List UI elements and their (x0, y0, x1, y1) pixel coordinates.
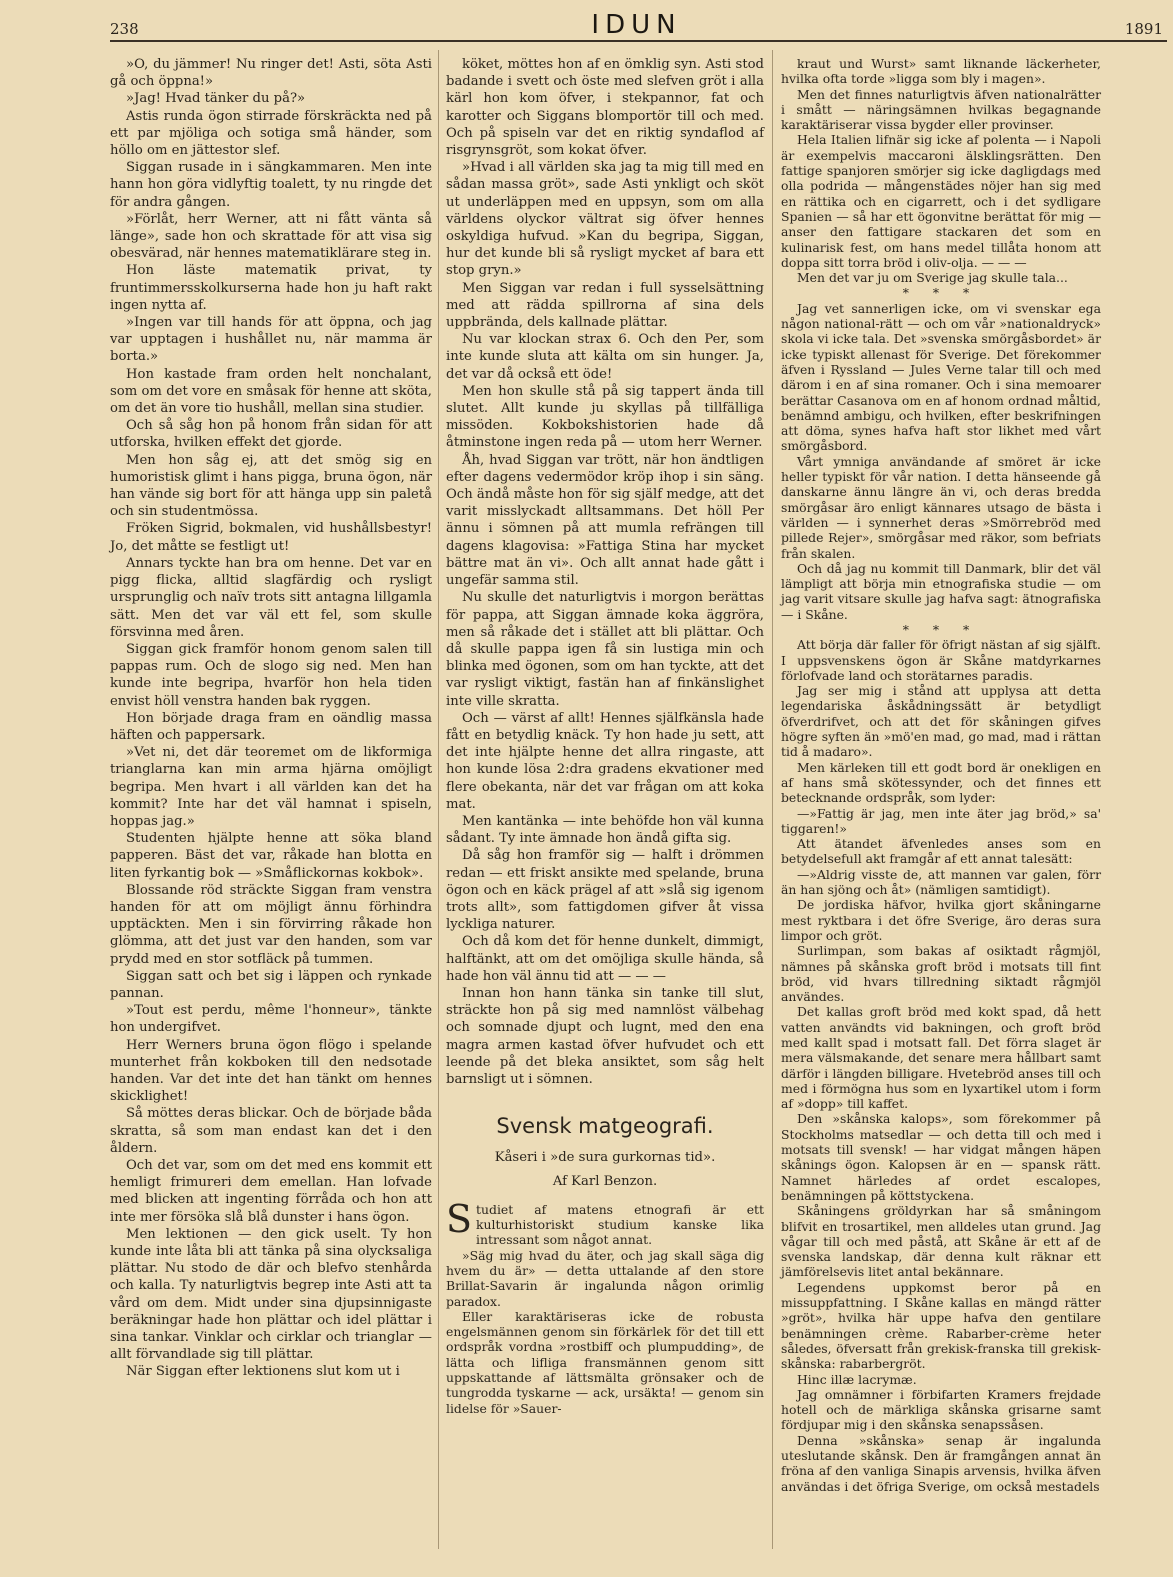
paragraph: Och då kom det för henne dunkelt, dimmigt, halftänkt, att om det omöjliga skulle hända, så hade hon väl ännu tid att — — — (446, 934, 764, 984)
paragraph: Legendens uppkomst beror på en missuppfattning. I Skåne kallas en mängd rätter »gröt», hvilka här uppe hafva den gentilare benämningen crème. Rabarber-crème heter således, öfversatt från grekisk-franska till grekisk-skånska: rabarbergröt. (781, 1279, 1101, 1372)
paragraph: »O, du jämmer! Nu ringer det! Asti, söta Asti gå och öppna!» (110, 57, 432, 90)
paragraph: Åh, hvad Siggan var trött, när hon ändtligen efter dagens vedermödor kröp ihop i sin säng. Och ändå måste hon för sig själf medge, att det varit misslyckadt alltsammans. Det höll Per ännu i sömnen på att mumla refrängen till dagens klagovisa: »Fattiga Stina har mycket bättre mat än vi». Och allt annat hade gått i ungefär samma stil. (446, 452, 764, 589)
paragraph: Nu var klockan strax 6. Och den Per, som inte kunde sluta att kälta om sin hunger. Ja, det var då också ett öde! (446, 332, 764, 382)
column-divider (772, 50, 773, 1549)
article-paragraph (446, 1196, 764, 1248)
paragraph: Nu skulle det naturligtvis i morgon berättas för pappa, att Siggan ämnade koka äggröra, men så råkade det i stället att bli plättar. Och då skulle pappa igen få sin lustiga min och blinka med ögonen, som om han tyckte, att det var rysligt viktigt, fastän han af finkänslighet inte ville skratta. (446, 590, 764, 709)
paragraph: Att börja där faller för öfrigt nästan af sig själft. I uppsvenskens ögon är Skåne matdyrkarnes förlofvade land och storätarnes paradis. (781, 637, 1101, 683)
paragraph: Och — värst af allt! Hennes själfkänsla hade fått en betydlig knäck. Ty hon hade ju sett, att det inte hjälpte henne det allra ringaste, att hon kunde lösa 2:dra gradens ekvationer med flere obekanta, när det var frågan om att koka mat. (446, 710, 764, 812)
section-stars: * * * (902, 621, 980, 637)
paragraph: Siggan satt och bet sig i läppen och rynkade pannan. (110, 968, 432, 1001)
article-paragraph: »Säg mig hvad du äter, och jag skall säga dig hvem du är» — detta uttalande af den store Brillat-Savarin är ingalunda någon orimlig paradox. (446, 1247, 764, 1309)
paragraph: Denna »skånska» senap är ingalunda uteslutande skånsk. Den är framgången annat än fröna af den vanliga Sinapis arvensis, hvilka äfven användas i det öfriga Sverige, om också mestadels (781, 1432, 1101, 1494)
paragraph: »Tout est perdu, même l'honneur», tänkte hon undergifvet. (110, 1003, 432, 1036)
paragraph: Skåningens gröldyrkan har så småningom blifvit en trosartikel, men alldeles utan grund. Jag vågar till och med påstå, att Skåne är ett af de svenska landskap, där denna kult räknar ett jämförelsevis litet antal bekännare. (781, 1203, 1101, 1280)
article-body (446, 1196, 764, 1416)
article-text: tudiet af matens etnografi är ett kulturhistoriskt studium kanske lika intressant som något annat. (476, 1201, 764, 1248)
paragraph: Men kärleken till ett godt bord är onekligen en af hans små skötessynder, och det finnes ett betecknande ordspråk, som lyder: (781, 759, 1101, 806)
paragraph: Hinc illæ lacrymæ. (797, 1371, 917, 1387)
paragraph: Att ätandet äfvenledes anses som en betydelsefull akt framgår af ett annat talesätt: (781, 836, 1101, 867)
paragraph: När Siggan efter lektionens slut kom ut i (126, 1364, 400, 1380)
page-header (110, 10, 1163, 44)
paragraph: kraut und Wurst» samt liknande läckerheter, hvilka ofta torde »ligga som bly i magen». (781, 56, 1101, 87)
paragraph: Siggan rusade in i sängkammaren. Men inte hann hon göra vidlyftig toalett, ty nu ringde det för andra gången. (110, 160, 432, 210)
paragraph: Hon kastade fram orden helt nonchalant, som om det vore en småsak för henne att sköta, om det än vore tio hushåll, mellan sina studier. (110, 366, 432, 417)
paragraph: Den »skånska kalops», som förekommer på Stockholms matsedlar — och detta till och med i motsats till svensk! — har vidgat mången häpen skånings ögon. Kalopsen är en — spansk rätt. Namnet härledes af ordet escalopes, benämningen på köttstyckena. (781, 1111, 1101, 1203)
article-title: Svensk matgeografi. (496, 1114, 714, 1139)
paragraph: Och det var, som om det med ens kommit ett hemligt frimureri dem emellan. Han lofvade med blicken att ingenting förråda och hon att inte mer försöka slå blå dunster i hans ögon. (110, 1158, 432, 1225)
paragraph: —»Fattig är jag, men inte äter jag bröd,» sa' tiggaren!» (781, 805, 1101, 836)
paragraph: Men kantänka — inte behöfde hon väl kunna sådant. Ty inte ämnade hon ändå gifta sig. (446, 813, 764, 847)
paragraph: Jag omnämner i förbifarten Kramers frejdade hotell och de märkliga skånska grisarne samt fördjupar mig i den skånska senapssåsen. (781, 1386, 1101, 1433)
paragraph: Hon började draga fram en oändlig massa häften och pappersark. (110, 710, 432, 743)
paragraph: Men Siggan var redan i full sysselsättning med att rädda spillrorna af sina dels uppbrända, dels kallnade plättar. (446, 280, 764, 331)
paragraph: Och så såg hon på honom från sidan för att utforska, hvilken effekt det gjorde. (110, 418, 432, 451)
paragraph: »Förlåt, herr Werner, att ni fått vänta så länge», sade hon och skrattade för att visa sig obesvärad, när hennes matematiklärare steg in. (110, 211, 432, 262)
column-2 (446, 56, 764, 1416)
article-subtitle: Kåseri i »de sura gurkornas tid». (494, 1150, 716, 1166)
paragraph: Men det finnes naturligtvis äfven nationalrätter i smått — näringsämnen hvilkas begagnande karaktäriserar vissa bygder eller provinser. (781, 86, 1101, 133)
paragraph: Men lektionen — den gick uselt. Ty hon kunde inte låta bli att tänka på sina olycksaliga plättar. Nu stodo de där och blefvo stenhårda och kalla. Ty naturligtvis begrep inte Asti att ta vård om dem. Midt under sina djupsinnigaste beräkningar hade hon plättar och idel plättar i sina tankar. Vinklar och cirklar och trianglar — allt förvandlade sig till plättar. (110, 1226, 432, 1363)
paragraph: Herr Werners bruna ögon flögo i spelande munterhet från kokboken till den nedsotade handen. Var det inte det han tänkt om hennes skicklighet! (110, 1037, 432, 1105)
masthead: IDUN (591, 10, 682, 40)
paragraph: Jag ser mig i stånd att upplysa att detta legendariska åskådningssätt är betydligt öfverdrifvet, och att det för skåningen gifves högre syften än »mö'en mad, go mad, mad i rättan tid å madaro». (781, 683, 1101, 760)
paragraph: Så möttes deras blickar. Och de började båda skratta, så som man endast kan det i den åldern. (110, 1106, 432, 1156)
paragraph: Vårt ymniga användande af smöret är icke heller typiskt för vår nation. I detta hänseende gå danskarne ännu längre än vi, och deras bredda smörgåsar äro enligt kännares utsago de bästa i världen — i synnerhet deras »Smörrebröd med pillede Rejer», smörgåsar med räkor, som befriats från skalen. (781, 453, 1101, 561)
paragraph: Blossande röd sträckte Siggan fram venstra handen för att om möjligt ännu förhindra upptäckten. Men i sin förvirring råkade hon glömma, att det just var den handen, som var prydd med en stor sotfläck på tummen. (110, 882, 432, 967)
article-byline: Af Karl Benzon. (552, 1173, 658, 1189)
paragraph: Men det var ju om Sverige jag skulle tala... (797, 270, 1068, 286)
paragraph: Fröken Sigrid, bokmalen, vid hushållsbestyr! Jo, det måtte se festligt ut! (110, 521, 432, 554)
paragraph: Annars tyckte han bra om henne. Det var en pigg flicka, alltid slagfärdig och rysligt ursprunglig och naïv trots sitt antagna lillgamla sätt. Men det var väl ett fel, som skulle försvinna med åren. (110, 555, 432, 640)
header-rule (110, 40, 1167, 42)
paragraph: Astis runda ögon stirrade förskräckta ned på ett par mjöliga och sotiga små händer, som höllo om en jättestor slef. (110, 108, 432, 159)
page-number: 238 (110, 20, 139, 38)
paragraph: »Ingen var till hands för att öppna, och jag var upptagen i hushållet nu, när mamma är borta.» (110, 315, 432, 365)
year: 1891 (1124, 20, 1163, 38)
paragraph: Hon läste matematik privat, ty fruntimmersskolkurserna hade hon ju haft rakt ingen nytta af. (110, 263, 432, 313)
column-divider (438, 50, 439, 1549)
drop-cap: S (446, 1196, 473, 1241)
paragraph: Studenten hjälpte henne att söka bland papperen. Bäst det var, råkade han blotta en liten fyrkantig bok — »Småflickornas kokbok». (110, 831, 432, 881)
column-3 (781, 56, 1101, 1494)
paragraph: Då såg hon framför sig — halft i drömmen redan — ett friskt ansikte med spelande, bruna ögon och en käck prägel af att »slå sig igenom trots allt», som fattigdomen gifver åt vissa lyckliga naturer. (446, 848, 764, 933)
paragraph: Innan hon hann tänka sin tanke till slut, sträckte hon på sig med namnlöst välbehag och somnade djupt och lugnt, med den ena magra armen kastad öfver hufvudet och ett leende på det bleka ansiktet, som såg helt barnsligt ut i sömnen. (446, 985, 764, 1087)
paragraph: De jordiska häfvor, hvilka gjort skåningarne mest ryktbara i det öfre Sverige, äro deras sura limpor och gröt. (781, 897, 1101, 943)
paragraph: köket, möttes hon af en ömklig syn. Asti stod badande i svett och öste med slefven gröt i alla kärl hon kom öfver, i stekpannor, fat och karotter och Siggans blomportör till och med. Och på spiseln var det en riktig syndaflod af risgrynsgröt, som kokat öfver. (446, 57, 764, 159)
section-stars: * * * (902, 285, 980, 301)
paragraph: »Hvad i all världen ska jag ta mig till med en sådan massa gröt», sade Asti ynkligt och sköt ut underläppen med en uppsyn, som om alla världens olyckor vältrat sig öfver hennes oskyldiga hufvud. »Kan du begripa, Siggan, hur det kunde bli så rysligt mycket af bara ett stop gryn.» (446, 160, 764, 279)
paragraph: »Jag! Hvad tänker du på?» (126, 91, 306, 107)
paragraph: Siggan gick framför honom genom salen till pappas rum. Och de slogo sig ned. Men han kunde inte begripa, hvarför hon hela tiden envist höll venstra handen bak ryggen. (110, 641, 432, 709)
paragraph: —»Aldrig visste de, att mannen var galen, förr än han sjöng och åt» (nämligen samtidigt). (781, 866, 1101, 898)
paragraph: Jag vet sannerligen icke, om vi svenskar ega någon national-rätt — och om vår »nationaldryck» skola vi icke tala. Det »svenska smörgåsbordet» är icke typiskt allenast för Sverige. Det förekommer äfven i Ryssland — Jules Verne talar till och med därom i en af sina romaner. Och i sina memoarer berättar Casanova om en af honom ordnad måltid, benämnd ambigu, och hvilken, efter beskrifningen att döma, synes hafva haft stor likhet med vårt smörgåsbord. (781, 300, 1101, 454)
paragraph: Men hon såg ej, att det smög sig en humoristisk glimt i hans pigga, bruna ögon, när han vände sig bort för att hänga upp sin paletå och sin studentmössa. (110, 452, 432, 520)
article-paragraph: Eller karaktäriseras icke de robusta engelsmännen genom sin förkärlek för det till ett ordspråk vordna »rostbiff och plumpudding», de lätta och lifliga fransmännen genom sitt uppskattande af lättsmälta grönsaker och de tungrodda tyskarne — ack, ursäkta! — genom sin lidelse för »Sauer- (446, 1308, 764, 1416)
paragraph: Det kallas groft bröd med kokt spad, då hett vatten användts vid bakningen, och groft bröd med kallt spad i motsatt fall. Det förra slaget är mera välsmakande, det senare mera hållbart samt därför i längden billigare. Hvetebröd anses till och med i förmögna hus som en lyxartikel utom i form af »dopp» till kaffet. (781, 1004, 1101, 1112)
paragraph: »Vet ni, det där teoremet om de likformiga trianglarna kan min arma hjärna omöjligt begripa. Men hvart i all världen kan det ha kommit? Inte har det väl hamnat i spiseln, hoppas jag.» (110, 745, 432, 829)
paragraph: Men hon skulle stå på sig tappert ända till slutet. Allt kunde ju skyllas på tillfälliga missöden. Kokbokshistorien hade då åtminstone ingen reda på — utom herr Werner. (446, 383, 764, 451)
column-1 (110, 56, 432, 1381)
paragraph: Surlimpan, som bakas af osiktadt rågmjöl, nämnes på skånska groft bröd i motsats till fint bröd, vid hvars tillredning siktadt rågmjöl användes. (781, 943, 1101, 1005)
paragraph: Och då jag nu kommit till Danmark, blir det väl lämpligt att börja min etnografiska studie — om jag varit vitsare skulle jag hafva sagt: ätnografiska — i Skåne. (781, 560, 1101, 622)
paragraph: Hela Italien lifnär sig icke af polenta — i Napoli är exempelvis maccaroni älsklingsrätten. Den fattige spanjoren smörjer sig icke dagligdags med olla podrida — mångenstädes nöjer han sig med en rättika och en cigarrett, och i det sydligare Spanien — så har ett ögonvitne berättat för mig — anser den fattigare stackaren det som en kulinarisk fest, om hans medel tillåta honom att doppa sitt torra bröd i oliv-olja. — — — (781, 132, 1101, 270)
